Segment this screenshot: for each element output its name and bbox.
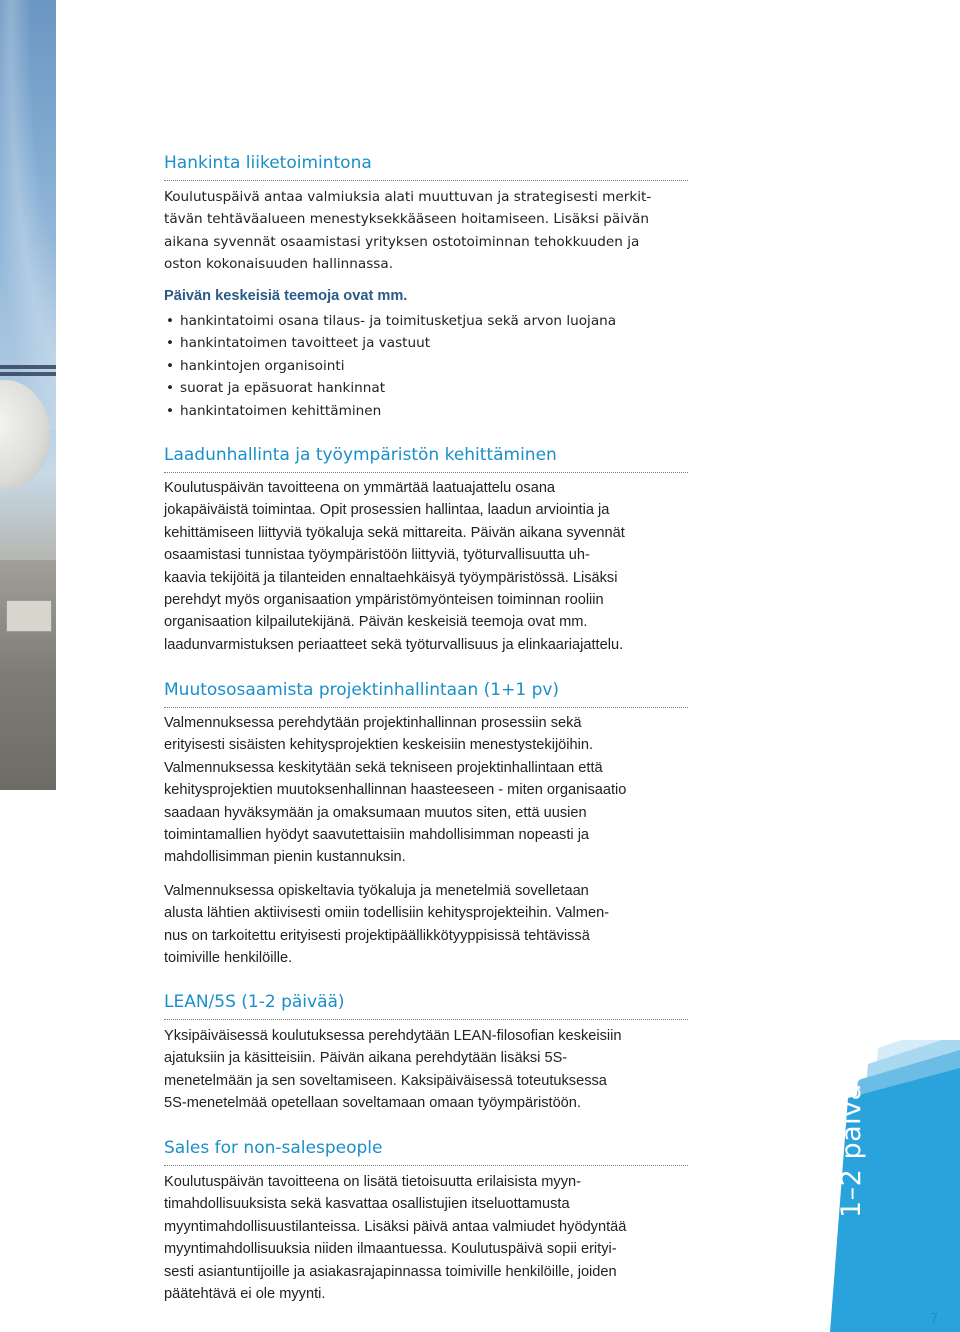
- sales-paragraph: [164, 1171, 688, 1305]
- text-line: tävän tehtäväalueen menestyksekkääseen hoitamiseen. Lisäksi päivän: [164, 211, 649, 228]
- duration-label: 1–2 päivää: [836, 1066, 867, 1218]
- section-title-muutos: Muutososaamista projektinhallintaan (1+1 pv): [164, 679, 688, 708]
- section-title-lean: LEAN/5S (1-2 päivää): [164, 991, 688, 1020]
- text-line: aikana syvennät osaamistasi yrityksen ostotoiminnan tehokkuuden ja: [164, 233, 640, 250]
- text-line: Valmennuksessa keskitytään sekä tekniseen projektinhallintaan että: [164, 759, 603, 776]
- text-line: kehittämiseen liittyviä työkaluja sekä mittareita. Päivän aikana syvennät: [164, 524, 625, 541]
- text-line: ajatuksiin ja käsitteisiin. Päivän aikana perehdytään lisäksi 5S-: [164, 1050, 568, 1067]
- text-line: menetelmään ja sen soveltamiseen. Kaksipäiväisessä toteutuksessa: [164, 1072, 607, 1089]
- text-line: toimintamallien hyödyt saavutettaisiin mahdollisimman nopeasti ja: [164, 827, 590, 844]
- text-line: Koulutuspäivä antaa valmiuksia alati muuttuvan ja strategisesti merkit-: [164, 189, 652, 205]
- hankinta-bullet-list: [164, 310, 616, 422]
- muutos-paragraph-2: [164, 880, 688, 970]
- text-line: 5S-menetelmää opetellaan soveltamaan omaan työympäristöön.: [164, 1095, 581, 1112]
- text-line: sesti asiantuntijoille ja asiakasrajapinnassa toimiville henkilöille, joiden: [164, 1263, 617, 1280]
- hankinta-subheading: Päivän keskeisiä teemoja ovat mm.: [164, 288, 408, 304]
- text-line: jokapäiväistä toimintaa. Opit prosessien hallintaa, laadun arviointia ja: [164, 502, 610, 519]
- list-item: • hankintatoimi osana tilaus- ja toimitusketjua sekä arvon luojana: [164, 310, 616, 332]
- text-line: alusta lähtien aktiivisesti omiin todellisiin kehitysprojekteihin. Valmen-: [164, 905, 610, 922]
- text-line: oston kokonaisuuden hallinnassa.: [164, 256, 394, 273]
- text-line: kaavia tekijöitä ja tilanteiden ennaltaehkäisyä työympäristössä. Lisäksi: [164, 569, 618, 586]
- hankinta-paragraph: [164, 186, 688, 276]
- text-line: Valmennuksessa perehdytään projektinhallinnan prosessiin sekä: [164, 715, 582, 731]
- text-line: myyntimahdollisuustilanteissa. Lisäksi päivä antaa valmiudet hyödyntää: [164, 1218, 627, 1235]
- text-line: Koulutuspäivän tavoitteena on lisätä tietoisuutta erilaisista myyn-: [164, 1174, 581, 1190]
- section-title-laadunhallinta: Laadunhallinta ja työympäristön kehittäminen: [164, 444, 688, 473]
- list-item: • hankintojen organisointi: [164, 355, 616, 377]
- text-line: perehdyt myös organisaation ympäristömyönteisen toiminnan rooliin: [164, 592, 604, 609]
- text-line: timahdollisuuksista sekä kasvattaa osallistujien itseluottamusta: [164, 1196, 570, 1213]
- list-item: • hankintatoimen tavoitteet ja vastuut: [164, 332, 616, 354]
- text-line: mahdollisimman pienin kustannuksin.: [164, 849, 406, 866]
- text-line: kehitysprojektien muutoksenhallinnan haasteeseen - miten organisaatio: [164, 782, 627, 799]
- section-title-sales: Sales for non-salespeople: [164, 1137, 688, 1166]
- list-item: • suorat ja epäsuorat hankinnat: [164, 377, 616, 399]
- text-line: myyntimahdollisuuksia niiden ilmaantuessa. Koulutuspäivä sopii erityi-: [164, 1241, 617, 1258]
- text-line: laadunvarmistuksen periaatteet sekä työturvallisuus ja elinkaariajattelu.: [164, 636, 624, 653]
- lean-paragraph: [164, 1025, 688, 1115]
- text-line: Koulutuspäivän tavoitteena on ymmärtää laatuajattelu osana: [164, 480, 556, 496]
- text-line: Valmennuksessa opiskeltavia työkaluja ja menetelmiä sovelletaan: [164, 883, 589, 899]
- text-line: päätehtävä ei ole myynti.: [164, 1286, 326, 1303]
- section-title-hankinta: Hankinta liiketoimintona: [164, 152, 688, 181]
- airplane-photo: [0, 0, 56, 790]
- text-line: saadaan hyväksymään ja omaksumaan muutos siten, että uusien: [164, 804, 587, 821]
- muutos-paragraph-1: [164, 712, 688, 869]
- text-line: erityisesti sisäisten kehitysprojektien keskeisiin menestystekijöihin.: [164, 737, 594, 754]
- list-item: • hankintatoimen kehittäminen: [164, 400, 616, 422]
- page-number: 7: [930, 1312, 939, 1327]
- text-line: Yksipäiväisessä koulutuksessa perehdytään LEAN-filosofian keskeisiin: [164, 1028, 622, 1044]
- text-line: organisaation kilpailutekijänä. Päivän keskeisiä teemoja ovat mm.: [164, 614, 588, 631]
- laadunhallinta-paragraph: [164, 477, 688, 656]
- text-line: toimiville henkilöille.: [164, 950, 293, 967]
- text-line: nus on tarkoitettu erityisesti projektipäällikkötyyppisissä tehtävissä: [164, 927, 590, 944]
- text-line: osaamistasi tunnistaa työympäristöön liittyviä, työturvallisuutta uh-: [164, 547, 590, 564]
